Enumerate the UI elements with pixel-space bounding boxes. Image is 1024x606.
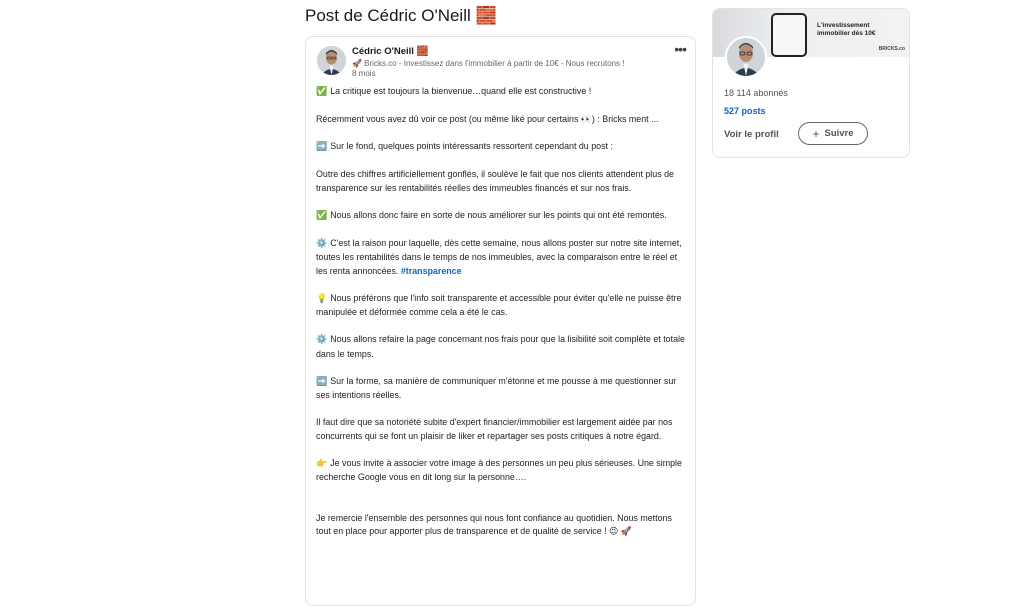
banner-brand: BRICKS.co: [878, 46, 905, 52]
page-title: Post de Cédric O'Neill 🧱: [305, 6, 497, 25]
post-paragraph: [316, 485, 688, 499]
paragraph-text: Je vous invite à associer votre image à des personnes un peu plus sérieuses. Une simple recherche Google vous en dit long sur la personne….: [316, 457, 682, 482]
post-paragraph: [316, 85, 688, 100]
plus-icon: +: [812, 126, 820, 141]
profile-avatar[interactable]: [725, 36, 767, 78]
author-headline: 🚀 Bricks.co - Investissez dans l'immobilier à partir de 10€ - Nous recrutons !: [352, 59, 625, 68]
post-paragraph: [316, 113, 688, 127]
post-paragraph: [316, 140, 688, 155]
more-options-icon[interactable]: •••: [674, 41, 686, 57]
paragraph-text: Nous préférons que l'info soit transparente et accessible pour éviter qu'elle ne puisse être manipulée et déformée comme cela a été le cas.: [316, 292, 682, 317]
post-body: [316, 85, 688, 539]
paragraph-emoji-icon: ⚙️: [316, 335, 328, 345]
paragraph-text: Je remercie l'ensemble des personnes qui nous font confiance au quotidien. Nous mettons tout en place pour apporter plus de transparence et de qualité de service ! 😉 🚀: [316, 512, 672, 536]
paragraph-emoji-icon: 👉: [316, 458, 328, 469]
author-profile-card: [712, 8, 910, 158]
post-paragraph: [316, 361, 688, 375]
author-avatar[interactable]: [317, 46, 346, 75]
post-paragraph: [316, 127, 688, 141]
post-paragraph: [316, 278, 688, 292]
post-paragraph: [316, 209, 688, 224]
post-paragraph: [316, 416, 688, 443]
post-paragraph: [316, 375, 688, 403]
paragraph-emoji-icon: ➡️: [316, 376, 328, 387]
post-paragraph: [316, 320, 688, 334]
post-paragraph: [316, 195, 688, 209]
post-paragraph: [316, 155, 688, 169]
phone-illustration: [771, 13, 807, 57]
hashtag-link[interactable]: #transparence: [400, 265, 462, 276]
paragraph-text: C'est la raison pour laquelle, dès cette semaine, nous allons poster sur notre site internet, toutes les rentabilités dans le temps de nos immeubles, avec la comparaison entre le réel et les renta annoncées.: [316, 237, 682, 276]
post-paragraph: [316, 223, 688, 237]
paragraph-text: Il faut dire que sa notoriété subite d'expert financier/immobilier est largement aidée par nos concurrents qui se font un plaisir de liker et repartager ses posts critiques à notre égard.: [316, 417, 673, 441]
post-paragraph: [316, 292, 688, 320]
post-paragraph: [316, 333, 688, 361]
follower-count: 18 114 abonnés: [724, 88, 788, 98]
paragraph-text: Nous allons refaire la page concernant nos frais pour que la lisibilité soit complète et totale dans le temps.: [316, 334, 685, 359]
post-paragraph: [316, 498, 688, 512]
follow-button[interactable]: [798, 122, 868, 145]
paragraph-emoji-icon: ✅: [316, 210, 328, 221]
author-name[interactable]: Cédric O'Neill 🧱: [352, 46, 429, 57]
banner-tagline: L'investissement immobilier dès 10€: [817, 22, 876, 37]
post-paragraph: [316, 403, 688, 417]
paragraph-emoji-icon: ⚙️: [316, 238, 328, 249]
paragraph-text: Outre des chiffres artificiellement gonflés, il soulève le fait que nos clients attendent plus de transparence sur les rentabilités réelles des immeubles financés et sur nos frais.: [316, 169, 674, 193]
post-timestamp: 8 mois: [352, 69, 376, 78]
paragraph-text: Nous allons donc faire en sorte de nous améliorer sur les points qui ont été remontés.: [330, 209, 667, 220]
paragraph-emoji-icon: ✅: [316, 87, 328, 97]
paragraph-emoji-icon: ➡️: [316, 142, 328, 152]
post-paragraph: [316, 237, 688, 279]
post-paragraph: [316, 168, 688, 195]
posts-count-link[interactable]: 527 posts: [724, 106, 766, 116]
post-paragraph: [316, 512, 688, 539]
paragraph-text: La critique est toujours la bienvenue…quand elle est constructive !: [330, 86, 592, 96]
post-card: [305, 36, 696, 606]
post-paragraph: [316, 457, 688, 485]
paragraph-text: Sur le fond, quelques points intéressants ressortent cependant du post :: [330, 141, 613, 151]
paragraph-text: Sur la forme, sa manière de communiquer m'étonne et me pousse à me questionner sur ses intentions réelles.: [316, 375, 677, 400]
post-paragraph: [316, 100, 688, 114]
paragraph-emoji-icon: 💡: [316, 293, 328, 304]
view-profile-link[interactable]: Voir le profil: [724, 129, 779, 140]
paragraph-text: Récemment vous avez dû voir ce post (ou même liké pour certains 👀) : Bricks ment ...: [316, 114, 659, 124]
post-paragraph: [316, 443, 688, 457]
follow-button-label: Suivre: [824, 128, 854, 139]
